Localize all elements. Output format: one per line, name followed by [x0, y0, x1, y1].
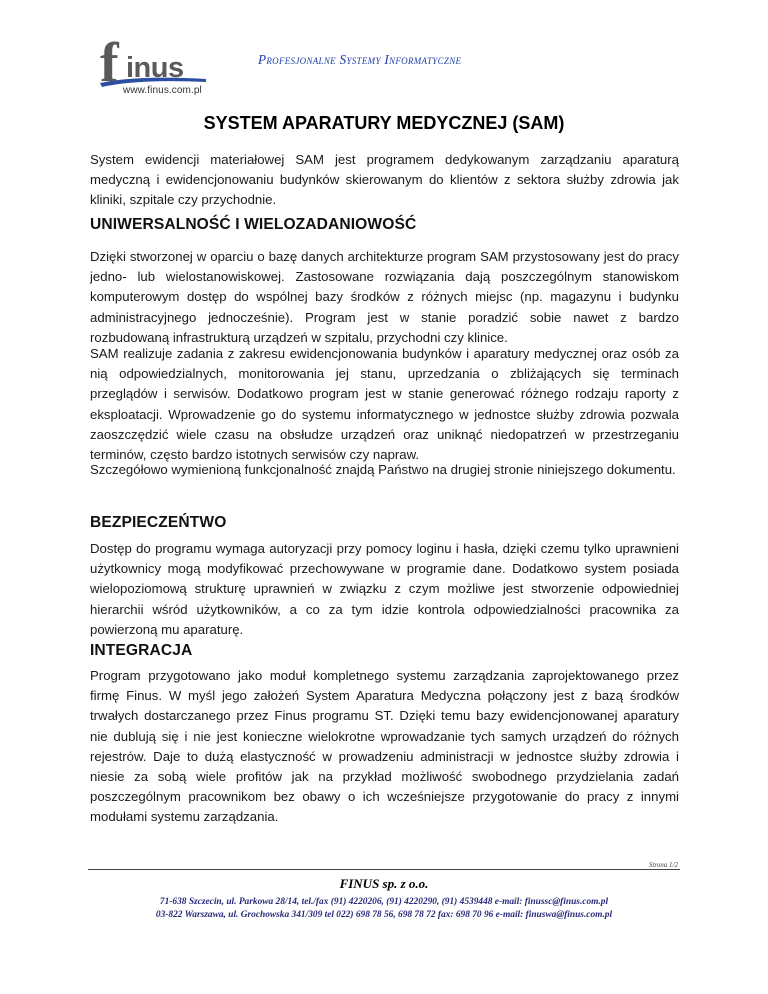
- universality-paragraph-3: Szczegółowo wymienioną funkcjonalność znajdą Państwo na drugiej stronie niniejszego dokumentu.: [90, 462, 676, 477]
- footer-company-name: FINUS sp. z o.o.: [339, 876, 429, 891]
- universality-paragraph-1: Dzięki stworzonej w oparciu o bazę danych architekturze program SAM przystosowany jest do pracy jedno- lub wielostanowiskowej. Zastosowane rozwiązania dają poszczególnym stanowiskom komputerowym dostęp do wspólnej bazy środków z różnych miejsc (np. magazynu i budynku administracyjnego jednocześnie). Program jest w stanie poradzić sobie nawet z bardzo rozbudowaną infrastrukturą urządzeń w szpitalu, przychodni czy klinice.: [90, 249, 679, 345]
- svg-text:inus: inus: [126, 52, 184, 84]
- logo-url: www.finus.com.pl: [123, 85, 202, 96]
- intro-paragraph: System ewidencji materiałowej SAM jest programem dedykowanym zarządzaniu aparaturą medyczną i ewidencjonowaniu budynków skierowanym do klientów z sektora służby zdrowia jak kliniki, szpitale czy przychodnie.: [90, 152, 679, 208]
- finus-logo: [98, 33, 210, 99]
- footer-divider: [88, 869, 680, 870]
- section-heading-integration: INTEGRACJA: [90, 642, 193, 659]
- security-paragraph: Dostęp do programu wymaga autoryzacji przy pomocy loginu i hasła, dzięki czemu tylko uprawnieni użytkownicy mogą modyfikować przechowywane w programie dane. Dodatkowo system posiada wielopoziomową strukturę uprawnień w związku z czym możliwe jest stworzenie odpowiedniej hierarchii wśród użytkowników, a co za tym idzie kontrola odpowiedzialności pracownika za powierzoną mu aparaturę.: [90, 541, 679, 637]
- integration-paragraph: Program przygotowano jako moduł kompletnego systemu zarządzania zaprojektowanego przez firmę Finus. W myśl jego założeń System Aparatura Medyczna połączony jest z bazą środków trwałych dostarczanego przez Finus programu ST. Dzięki temu bazy ewidencjonowanej aparatury nie dublują się i nie jest konieczne wielokrotne wprowadzanie tych samych urządzeń do różnych rejestrów. Daje to dużą elastyczność w prowadzeniu administracji w jednostce służby zdrowia i niesie za sobą wiele profitów jak na przykład możliwość swobodnego przydzielania zadań poszczególnym pracownikom bez obawy o ich wcześniejsze przygotowanie do pracy z innymi modułami systemu zarządzania.: [90, 668, 679, 825]
- svg-text:f: f: [100, 33, 119, 94]
- page-number: Strona 1/2: [648, 861, 678, 869]
- footer-address-szczecin: 71-638 Szczecin, ul. Parkowa 28/14, tel./fax (91) 4220206, (91) 4220290, (91) 4539448 e-mail: finussc@finus.com.pl: [159, 897, 609, 907]
- section-heading-universality: UNIWERSALNOŚĆ I WIELOZADANIOWOŚĆ: [90, 216, 417, 233]
- document-title: SYSTEM APARATURY MEDYCZNEJ (SAM): [203, 113, 565, 133]
- footer-address-warszawa: 03-822 Warszawa, ul. Grochowska 341/309 tel 022) 698 78 56, 698 78 72 fax: 698 70 96 e-mail: finuswa@finus.com.pl: [155, 910, 613, 920]
- universality-paragraph-2: SAM realizuje zadania z zakresu ewidencjonowania budynków i aparatury medycznej oraz osób za nią odpowiedzialnych, monitorowania jej stanu, uprzedzania o zbliżających się terminach przeglądów i serwisów. Dodatkowo program jest w stanie generować różnego rodzaju raporty z eksploatacji. Wprowadzenie go do systemu informatycznego w jednostce służby zdrowia pozwala zaoszczędzić wiele czasu na obsłudze urządzeń oraz uniknąć niedopatrzeń w przestrzeganiu terminów, często bardzo istotnych serwisów czy napraw.: [90, 346, 679, 463]
- section-heading-security: BEZPIECZEŃTWO: [90, 514, 227, 531]
- company-tagline: Profesjonalne Systemy Informatyczne: [258, 52, 462, 67]
